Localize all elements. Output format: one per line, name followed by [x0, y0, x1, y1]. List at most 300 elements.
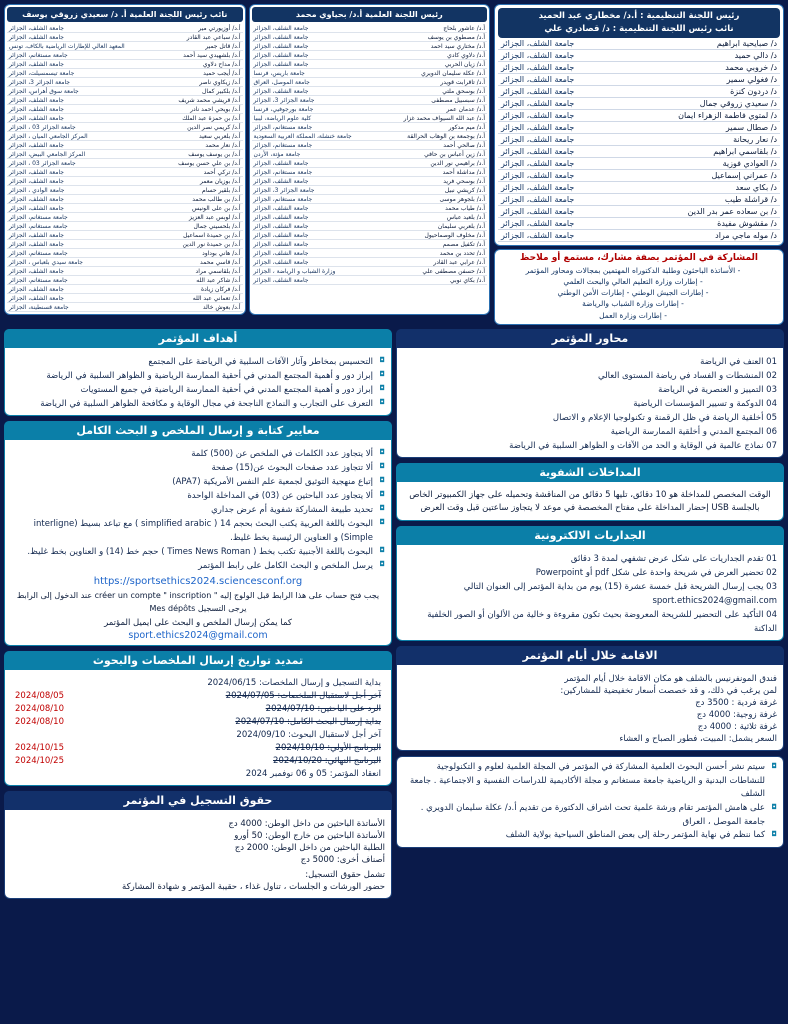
list-item: - إطارات الجيش الوطني - إطارات الأمن الوطني	[557, 288, 709, 297]
member-name: أ.د/ زيكاوي ناصر	[127, 78, 243, 87]
member-affiliation: المركز الجامعي البيض، الجزائر	[7, 150, 127, 159]
member-affiliation: جامعة الشلف، الجزائر	[252, 276, 365, 285]
list-item: ◘ التحسيس بمخاطر وآثار الآفات السلبية في الرياضة على المجتمع	[11, 355, 385, 369]
publication-card	[396, 756, 784, 848]
date-label: بداية التسجيل و إرسال الملخصات: 2024/06/15	[207, 678, 381, 689]
member-name: أ.د/ مداشلة أحمد	[365, 168, 487, 177]
member-name: أ.د/ كريشي نبيل	[365, 186, 487, 195]
table-row	[7, 186, 243, 195]
member-affiliation: جامعة الشلف، الجزائر	[498, 133, 625, 145]
writing-rules-list	[11, 447, 385, 573]
objectives-title: أهداف المؤتمر	[4, 329, 392, 348]
list-item: - إطارات وزارة التعليم العالي والبحث العلمي	[563, 276, 703, 286]
member-affiliation: جامعة الشلف، الجزائر	[252, 258, 365, 267]
member-affiliation: جامعة الشلف، الجزائر	[7, 285, 127, 294]
table-row	[7, 42, 243, 51]
member-affiliation: جامعة الشلف، الجزائر	[252, 213, 365, 222]
table-row	[252, 204, 488, 213]
fee-row: الطلبة الباحثين من داخل الوطن: 2000 دج	[234, 842, 385, 853]
table-row	[252, 240, 488, 249]
member-affiliation: جامعة الشلف، الجزائر	[498, 205, 625, 217]
member-affiliation: جامعة الشلف، الجزائر	[252, 240, 365, 249]
member-name: أ.د/ كريمي نصر الدين	[127, 123, 243, 132]
table-row	[498, 109, 780, 121]
table-row	[252, 231, 488, 240]
list-item: 01 تقدم الجداريات على شكل عرض تشفهي لمدة 3 دقائق	[570, 554, 777, 565]
table-row	[252, 267, 488, 276]
member-name: أ.د/ بن طالب محمد	[127, 195, 243, 204]
member-affiliation: كلية علوم الرياضة، ليبيا	[252, 114, 365, 123]
table-row	[498, 145, 780, 157]
table-row	[252, 96, 488, 105]
member-affiliation: جامعة الشلف، الجزائر	[498, 38, 625, 50]
list-item: ◘ تحديد طبيعة المشاركة شفوية أم عرض جداري	[11, 503, 385, 517]
table-row	[252, 258, 488, 267]
member-name: أ.د/ بوسحق ملتي	[365, 87, 487, 96]
member-affiliation: جامعة مستغانم، الجزائر	[7, 249, 127, 258]
table-row	[7, 60, 243, 69]
member-affiliation: جامعة الشلف، الجزائر	[252, 60, 365, 69]
table-row	[498, 61, 780, 73]
member-affiliation: جامعة الشلف، الجزائر	[7, 195, 127, 204]
table-row	[252, 87, 488, 96]
table-row	[252, 159, 488, 168]
member-name: أ.د/ بن علي حسن يوسف	[127, 159, 243, 168]
table-row	[7, 132, 243, 141]
list-item: - الأساتذة الباحثون وطلبة الدكتوراه المهتمين بمجالات ومحاور المؤتمر	[525, 265, 741, 275]
table-row	[7, 204, 243, 213]
accommodation-price-row: غرفة زوجية: 4000 دج	[696, 710, 777, 721]
list-item: 03 يجب إرسال الشريحة قبل خمسة عشرة (15) يوم من بداية المؤتمر إلى العنوان التالي sport.ethics2024@gmail.com	[463, 582, 777, 607]
member-name: أ.د/ ميم مدكور	[365, 123, 487, 132]
member-name: د/ سعيدي زروقي جمال	[625, 97, 780, 109]
date-new-value: 2024/08/05	[15, 691, 64, 702]
table-row	[498, 229, 780, 241]
table-row	[7, 195, 243, 204]
member-name: د/ مقشوش مفيدة	[625, 217, 780, 229]
list-item: ◘ على هامش المؤتمر تقام ورشة علمية تحت اشراف الدكتورة من تقديم أ.د/ عكلة سليمان الدويري . جامعة الموصل ، العراق	[403, 802, 777, 829]
member-affiliation: جامعة مستغانم، الجزائر	[7, 222, 127, 231]
member-name: أ.د/ بلعربي سعيد	[127, 132, 243, 141]
date-label: الرد على الباحثين: 2024/07/10	[265, 704, 381, 715]
table-row	[7, 150, 243, 159]
member-affiliation: جامعة الشلف، الجزائر	[252, 222, 365, 231]
member-name: أ.د/ بلعربي سليمان	[365, 222, 487, 231]
organizing-members-table	[498, 38, 780, 242]
organizing-committee	[494, 4, 784, 325]
accommodation-line2: لمن يرغب في ذلك، و قد خصصت أسعار تخفيضية للمشاركين:	[560, 686, 777, 697]
member-name: د/ صطال سمير	[625, 121, 780, 133]
table-row	[7, 285, 243, 294]
member-affiliation: جامعة الشلف، الجزائر	[7, 168, 127, 177]
table-row	[7, 168, 243, 177]
list-item: ◘ ألا تتجاوز عدد صفحات البحوث عن(15) صفحة	[11, 461, 385, 475]
table-row	[252, 33, 488, 42]
participation-note-title: المشاركة في المؤتمر بصفة مشارك، مستمع أو ملاحظ	[520, 252, 758, 263]
list-item: ◘ يرسل الملخص و البحث الكامل على رابط المؤتمر	[11, 559, 385, 573]
member-affiliation: جامعة الوادي ، الجزائر	[7, 186, 127, 195]
writing-rules-title: معايير كتابة و إرسال الملخص و البحث الكامل	[4, 421, 392, 440]
member-name: أ.د/ سباعي عبد القادر	[127, 33, 243, 42]
main-content	[4, 329, 784, 904]
table-row	[11, 690, 385, 703]
axes-list	[403, 355, 777, 453]
member-name: أ.د/ قاسي محمد	[127, 258, 243, 267]
member-name: أ.د/ بوزيان معمر	[127, 177, 243, 186]
table-row	[498, 169, 780, 181]
table-row	[7, 294, 243, 303]
member-name: أ.د/ حسفن مصطفى علي	[365, 267, 487, 276]
table-row	[7, 222, 243, 231]
member-name: أ.د/ زين أعباس بن حافي	[365, 150, 487, 159]
member-name: أ.د/ مخلوف الوصماحيول	[365, 231, 487, 240]
member-affiliation: جامعة الشلف، الجزائر	[252, 42, 365, 51]
scientific-committee	[4, 4, 490, 315]
list-item: ◘ ألا يتجاوز عدد الباحثين عن (03) في المداخلة الواحدة	[11, 489, 385, 503]
member-affiliation: وزارة الشباب و الرياضة ، الجزائر	[252, 267, 365, 276]
date-new-value: 2024/08/10	[15, 704, 64, 715]
table-row	[7, 96, 243, 105]
list-item: 04 التأكيد على التحضير للشريحة المعروضة بحيث تكون مقروءة و خالية من الألوان أو الصور الخلفية الداكنة	[427, 610, 777, 635]
fees-includes: حضور الورشات و الجلسات ، تناول غذاء ، حقيبة المؤتمر و شهادة المشاركة	[122, 881, 385, 892]
member-name: أ.د/ بن حمزة عبد الملك	[127, 114, 243, 123]
right-column	[396, 329, 784, 853]
table-row	[11, 703, 385, 716]
member-affiliation: جامعة الشلف، الجزائر	[7, 177, 127, 186]
member-name: أ.د/ طياب محمد	[365, 204, 487, 213]
member-name: أ.د/ بويحي احمد نادر	[127, 105, 243, 114]
participation-note	[494, 249, 784, 325]
table-row	[7, 141, 243, 150]
table-row	[252, 186, 488, 195]
member-name: د/ لمتوي فاطمة الزهراء ايمان	[625, 109, 780, 121]
axes-title: محاور المؤتمر	[396, 329, 784, 348]
member-affiliation: جامعة مستغانم، الجزائر	[252, 195, 365, 204]
dates-card	[4, 651, 392, 786]
member-name: أ.د/ بلحسيني جمال	[127, 222, 243, 231]
date-new-value: 2024/10/25	[15, 756, 64, 767]
date-new-value	[11, 768, 93, 781]
date-new-value: 2024/08/10	[15, 717, 64, 728]
list-item: ◘ ألا يتجاوز عدد الكلمات في الملخص عن (500) كلمة	[11, 447, 385, 461]
member-name: أ.د/ مداح دلاوي	[127, 60, 243, 69]
member-name: أ.د/ عبد الله السيواف محمد غزار	[365, 114, 487, 123]
table-row	[252, 123, 488, 132]
writing-rules-card	[4, 421, 392, 646]
table-row	[7, 114, 243, 123]
member-affiliation: جامعة قسنطينة، الجزائر	[7, 303, 127, 312]
list-item: 01 العنف في الرياضة	[700, 356, 777, 367]
member-affiliation: جامعة سيدي بلعباس ، الجزائر	[7, 258, 127, 267]
objectives-list	[11, 355, 385, 411]
member-name: أ.د/ تكفيل مصمم	[365, 240, 487, 249]
member-affiliation: جامعة بورجوفيي، فرنسا	[252, 105, 365, 114]
table-row	[252, 249, 488, 258]
member-affiliation: جامعة سوق أهراس، الجزائر	[7, 87, 127, 96]
table-row	[252, 168, 488, 177]
table-row	[11, 768, 385, 781]
member-affiliation: جامعة الشلف، الجزائر	[498, 49, 625, 61]
member-name: أ.د/ بلعيد عباس	[365, 213, 487, 222]
member-name: د/ العوادي فوزية	[625, 157, 780, 169]
table-row	[7, 105, 243, 114]
list-item: 02 تحضير العرض في شريحة واحدة على شكل pdf أو Powerpoint	[535, 568, 777, 579]
member-affiliation: جامعة مستغانم، الجزائر	[252, 141, 365, 150]
oral-body: الوقت المخصص للمداخلة هو 10 دقائق، تليها 5 دقائق من المناقشة وتحميله على جهاز الكمبيوتر الخاص بالجلسة USB إحضار المداخلة على مفتاح المخصصة في موعد لا يتجاوز ساعتين قبل وقت العرض	[409, 489, 771, 514]
list-item: ◘ كما ننظم في نهاية المؤتمر رحلة إلى بعض المناطق السياحية بولاية الشلف	[403, 829, 777, 843]
member-affiliation: جامعة الشلف، الجزائر	[498, 85, 625, 97]
member-name: أ.د/ عاشور بلحاج	[365, 24, 487, 33]
member-affiliation: جامعة الشلف، الجزائر	[252, 159, 365, 168]
member-affiliation: جامعة الشلف، الجزائر	[498, 217, 625, 229]
table-row	[11, 755, 385, 768]
table-row	[11, 729, 385, 742]
registration-note-1: يجب فتح حساب على هذا الرابط قبل الولوج إليه " créer un compte " inscription عند الدخول إلى الرابط يرجى التسجيل Mes dépôts	[16, 590, 380, 613]
table-row	[498, 157, 780, 169]
member-name: أ.د/ زيان الحربي	[365, 60, 487, 69]
member-name: أ.د/ لوبس عبد العزيز	[127, 213, 243, 222]
table-row	[7, 123, 243, 132]
member-name: د/ موله ماجي مراد	[625, 229, 780, 241]
member-name: أ.د/ فركان زيادة	[127, 285, 243, 294]
posters-card	[396, 526, 784, 641]
objectives-card	[4, 329, 392, 416]
member-affiliation: جامعة الشلف، الجزائر	[7, 60, 127, 69]
scientific-col-mid	[4, 4, 246, 315]
date-label: آخر أجل لاستقبال الملخصات: 2024/07/05	[225, 691, 381, 702]
fees-card	[4, 791, 392, 899]
accommodation-card	[396, 646, 784, 751]
list-item: - إطارات وزارة الشباب والرياضة	[582, 299, 684, 309]
member-affiliation: جامعة مستغانم، الجزائر	[7, 213, 127, 222]
table-row	[498, 49, 780, 61]
member-name: أ.د/ بن حميدة اسماعيل	[127, 231, 243, 240]
member-affiliation: جامعة الشلف، الجزائر	[498, 193, 625, 205]
table-row	[11, 677, 385, 690]
member-affiliation: جامعة الشلف، الجزائر	[7, 24, 127, 33]
table-row	[252, 150, 488, 159]
member-name: أ.د/ بلشهيدي سيد أحمد	[127, 51, 243, 60]
member-affiliation: المعهد العالي للإطارات الرياضية بالكاف، تونس	[9, 42, 125, 50]
table-row	[498, 97, 780, 109]
member-name: أ.د/ بلقير حسام	[127, 186, 243, 195]
member-name: أ.د/ أوزيورتي مير	[127, 24, 243, 33]
member-affiliation: جامعة الشلف، الجزائر	[7, 204, 127, 213]
list-item: 02 المنشطات و الفساد في رياضة المستوى العالي	[598, 370, 777, 381]
member-affiliation: جامعة تيسمسيلت، الجزائر	[7, 69, 127, 78]
table-row	[7, 33, 243, 42]
member-name: أ.د/ صالحي أحمد	[365, 141, 487, 150]
list-item: 03 التمييز و العنصرية في الرياضة	[658, 384, 777, 395]
member-affiliation: جامعة الشلف، الجزائر	[252, 204, 365, 213]
date-label: البرنامج النهائي: 2024/10/20	[273, 756, 381, 767]
registration-note-2: كما يمكن إرسال الملخص و البحث على ايميل المؤتمر	[104, 617, 292, 628]
member-affiliation: جامعة باريس، فرنسا	[252, 69, 365, 78]
posters-list	[403, 552, 777, 636]
table-row	[7, 87, 243, 96]
table-row	[252, 42, 488, 51]
member-affiliation: جامعة الشلف، الجزائر	[252, 33, 365, 42]
member-affiliation: جامعة الجزائر 3، الجزائر	[7, 78, 127, 87]
table-row	[252, 51, 488, 60]
table-row	[7, 24, 243, 33]
table-row	[7, 240, 243, 249]
table-row	[7, 78, 243, 87]
member-affiliation: جامعة الشلف، الجزائر	[252, 249, 365, 258]
member-name: أ.د/ بن يوسف يوسف	[127, 150, 243, 159]
fee-row: الأساتذة الباحثين من داخل الوطن: 4000 دج	[228, 818, 385, 829]
member-affiliation: جامعة الشلف، الجزائر	[7, 105, 127, 114]
member-name: أ.د/ قريشي محمد شريف	[127, 96, 243, 105]
table-row	[498, 85, 780, 97]
member-affiliation: جامعة الشلف، الجزائر	[252, 87, 365, 96]
table-row	[11, 742, 385, 755]
table-row	[252, 60, 488, 69]
fees-includes-title: تشمل حقوق التسجيل:	[305, 869, 385, 880]
conference-link[interactable]: https://sportsethics2024.sciencesconf.org	[93, 575, 303, 587]
table-row	[7, 267, 243, 276]
member-affiliation: جامعة الشلف، الجزائر	[498, 229, 625, 241]
member-affiliation: المركز الجامعي الميان ، الجزائر	[7, 132, 127, 141]
table-row	[7, 303, 243, 312]
list-item: 04 الدوكمة و تسيير المؤسسات الرياضية	[633, 398, 777, 409]
table-row	[252, 78, 488, 87]
member-affiliation: جامعة الشلف، الجزائر	[252, 24, 365, 33]
member-affiliation: جامعة خنشلة، المملكة العربية السعودية	[252, 132, 365, 141]
table-row	[7, 276, 243, 285]
table-row	[252, 132, 488, 141]
member-affiliation: جامعة الشلف، الجزائر	[7, 33, 127, 42]
member-affiliation: جامعة الجزائر 3، الجزائر	[252, 186, 365, 195]
list-item: ◘ إتباع منهجية التوثيق لجمعية علم النفس الأمريكية (APA7)	[11, 475, 385, 489]
scientific-head-left: نائب رئيس اللجنة العلمية أ. د/ سعيدي زروقي يوسف	[7, 7, 243, 22]
member-affiliation: جامعة الشلف، الجزائر	[498, 181, 625, 193]
date-label: آخر أجل لاستقبال البحوث: 2024/09/10	[236, 730, 381, 741]
axes-card	[396, 329, 784, 458]
member-affiliation: جامعة الشلف، الجزائر	[498, 61, 625, 73]
member-name: أ.د/ تركي أحمد	[127, 168, 243, 177]
fees-list	[11, 819, 385, 865]
accommodation-title: الاقامة خلال أيام المؤتمر	[396, 646, 784, 665]
member-name: أ.د/ نعار محمد	[127, 141, 243, 150]
member-affiliation: جامعة الشلف، الجزائر	[7, 294, 127, 303]
member-name: د/ صبايحية ابراهيم	[625, 38, 780, 50]
fee-row: أصناف أخرى: 5000 دج	[300, 854, 385, 865]
member-name: أ.د/ بلكبير كمال	[127, 87, 243, 96]
date-label: انعقاد المؤتمر: 05 و 06 نوفمبر 2024	[245, 769, 381, 780]
member-name: أ.د/ تاقرابت قويدر	[365, 78, 487, 87]
date-label: البرنامج الأولي: 2024/10/10	[275, 743, 381, 754]
member-affiliation: جامعة الشلف، الجزائر	[498, 97, 625, 109]
table-row	[498, 133, 780, 145]
table-row	[7, 213, 243, 222]
list-item: 06 المجتمع المدني و أخلقية الممارسة الرياضية	[610, 426, 777, 437]
list-item: ◘ إبراز دور و أهمية المجتمع المدني في أحقية الممارسة الرياضية في جميع المستويات	[11, 383, 385, 397]
table-row	[498, 193, 780, 205]
table-row	[252, 222, 488, 231]
accommodation-price-row: غرفة فردية : 3500 دج	[695, 698, 777, 709]
table-row	[498, 181, 780, 193]
table-row	[252, 24, 488, 33]
member-name: أ.د/ بلجوهر موسى	[365, 195, 487, 204]
member-name: أ.د/ سبسبيل مصطفى	[365, 96, 487, 105]
member-name: د/ نعار ريحانة	[625, 133, 780, 145]
table-row	[252, 69, 488, 78]
list-item: ◘ البحوث باللغة الأجنبية تكتب بخط ( Times News Roman ) حجم خط (14) و العناوين بخط غليظ.	[11, 545, 385, 559]
conference-email[interactable]: sport.ethics2024@gmail.com	[128, 629, 268, 641]
table-row	[498, 38, 780, 50]
member-affiliation: جامعة الشلف، الجزائر	[498, 73, 625, 85]
member-name: أ.د/ عرابي عبد القادر	[365, 258, 487, 267]
publication-list	[403, 761, 777, 843]
scientific-head-right: رئيس اللجنة العلمية أ.د/ بحياوي محمد	[252, 7, 488, 22]
committees-section	[4, 4, 784, 325]
member-name: أ.د/ دلاوي كادي	[365, 51, 487, 60]
member-name: د/ دردون كنزة	[625, 85, 780, 97]
table-row	[7, 258, 243, 267]
member-name: أ.د/ تحدد بن محمد	[365, 249, 487, 258]
table-row	[7, 69, 243, 78]
table-row	[7, 249, 243, 258]
member-name: أ.د/ بعوش خالد	[127, 303, 243, 312]
member-affiliation: جامعة مستغانم، الجزائر	[252, 168, 365, 177]
member-name: أ.د/ بكاي نوبي	[365, 276, 487, 285]
member-affiliation: جامعة الشلف، الجزائر	[498, 145, 625, 157]
table-row	[11, 716, 385, 729]
member-affiliation: جامعة الموصل، العراق	[252, 78, 365, 87]
date-new-value: 2024/10/15	[15, 743, 64, 754]
member-affiliation: جامعة الشلف، الجزائر	[7, 96, 127, 105]
member-affiliation: جامعة الشلف، الجزائر	[498, 169, 625, 181]
accommodation-price-row: غرفة ثلاثية : 4000 دج	[697, 722, 777, 733]
list-item: ◘ إبراز دور و أهمية المجتمع المدني في أحقية الممارسة الرياضية و الظواهر السلبية في الرياضة	[11, 369, 385, 383]
table-row	[7, 177, 243, 186]
member-affiliation: جامعة الشلف، الجزائر	[7, 240, 127, 249]
member-name: أ.د/ عدمان عمر	[365, 105, 487, 114]
member-name: د/ قراشلة طيب	[625, 193, 780, 205]
list-item: 05 أخلقية الرياضة في ظل الرقمنة و تكنولوجيا الإعلام و الاتصال	[552, 412, 777, 423]
member-name: د/ بكاي سعد	[625, 181, 780, 193]
member-name: أ.د/ شاكر عبد الله	[127, 276, 243, 285]
date-label: بداية إرسال البحث الكامل: 2024/07/10	[235, 717, 381, 728]
member-affiliation: جامعة مستغانم، الجزائر	[7, 276, 127, 285]
member-affiliation: جامعة الشلف، الجزائر	[252, 231, 365, 240]
member-name: أ.د/ هاني بوداود	[127, 249, 243, 258]
member-affiliation: جامعة مستغانم، الجزائر	[7, 51, 127, 60]
member-affiliation: جامعة الشلف، الجزائر	[498, 109, 625, 121]
posters-title: الجداريات الالكترونية	[396, 526, 784, 545]
table-row	[252, 177, 488, 186]
member-affiliation: جامعة الجزائر 03 ، الجزائر	[7, 123, 127, 132]
date-new-value	[11, 677, 93, 690]
member-name: د/ بن سعاده عمر بدر الدين	[625, 205, 780, 217]
table-row	[252, 114, 488, 123]
member-name: أ.د/ بن حميدة نور الدين	[127, 240, 243, 249]
list-item: ◘ التعرف على التجارب و النماذج الناجحة في مجال الوقاية و مكافحة الظواهر السلبية في الرياضة	[11, 397, 385, 411]
fees-title: حقوق التسجيل في المؤتمر	[4, 791, 392, 810]
table-row	[498, 121, 780, 133]
member-affiliation: جامعة الشلف، الجزائر	[252, 51, 365, 60]
member-affiliation: جامعة الشلف، الجزائر	[7, 231, 127, 240]
member-name: د/ فغولي سمير	[625, 73, 780, 85]
member-name: د/ دالي حميد	[625, 49, 780, 61]
member-affiliation: جامعة الشلف، الجزائر	[498, 121, 625, 133]
member-name: أ.د/ بلقاسمي مراد	[127, 267, 243, 276]
table-row	[252, 276, 488, 285]
list-item: ◘ البحوث باللغة العربية يكتب البحث بحجم 14 ( simplified arabic ) مع تباعد بسيط (interligne Simple) و العناوين الرئيسية بخط غليظ.	[11, 517, 385, 545]
member-name: د/ بلقاسمي ابراهيم	[625, 145, 780, 157]
table-row	[7, 159, 243, 168]
